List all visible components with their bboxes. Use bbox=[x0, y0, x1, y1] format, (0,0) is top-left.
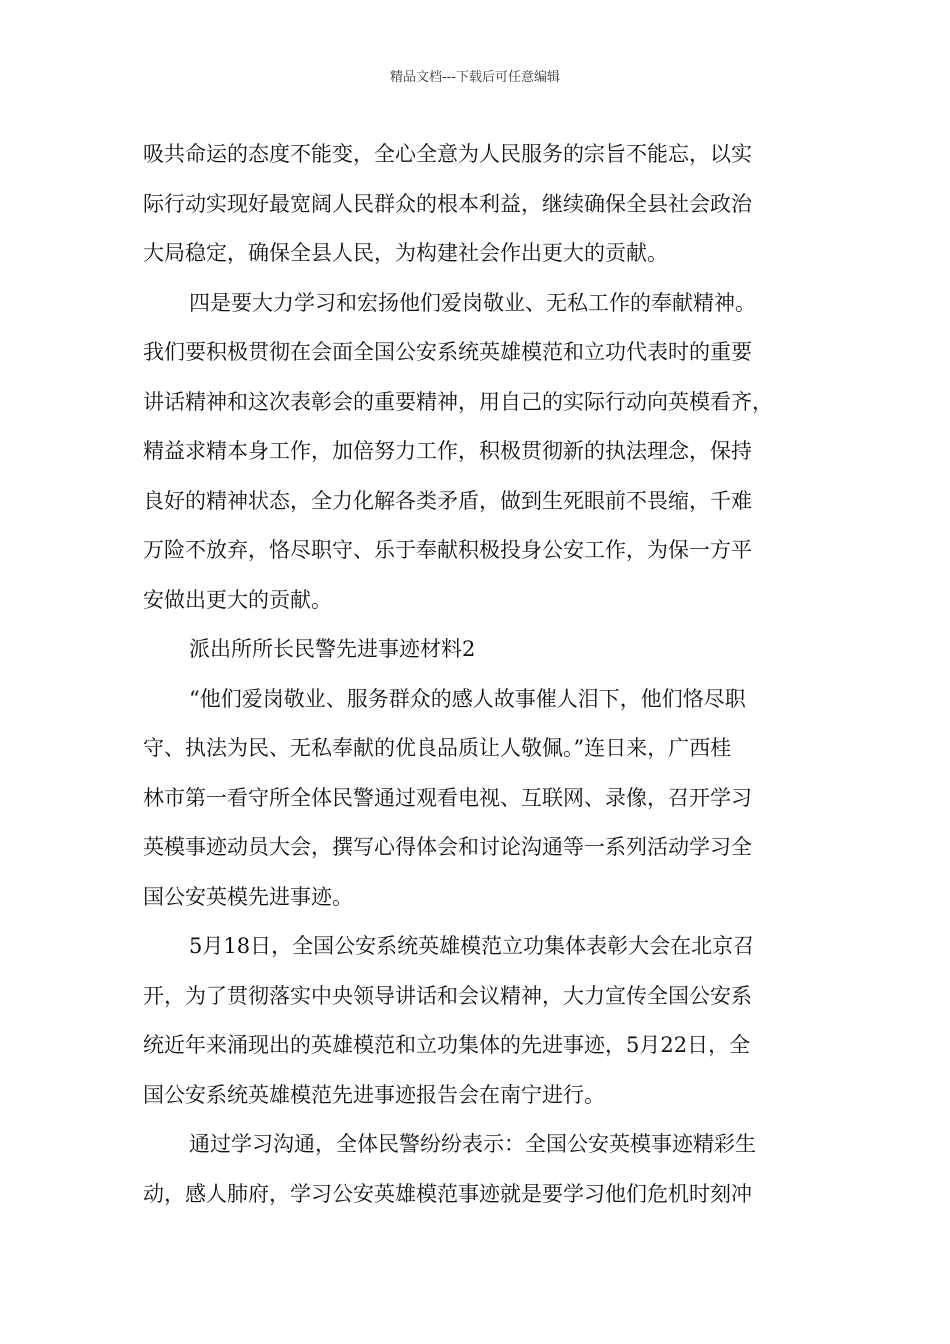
text-line: 统近年来涌现出的英雄模范和立功集体的先进事迹，5月22日，全 bbox=[143, 1033, 751, 1057]
text-line: 万险不放弃，恪尽职守、乐于奉献积极投身公安工作，为保一方平 bbox=[143, 538, 752, 562]
text-line: 守、执法为民、无私奉献的优良品质让人敬佩。”连日来，广西桂 bbox=[143, 736, 732, 760]
text-line: 林市第一看守所全体民警通过观看电视、互联网、录像，召开学习 bbox=[143, 785, 752, 810]
text-line: 四是要大力学习和宏扬他们爱岗敬业、无私工作的奉献精神。 bbox=[189, 290, 756, 315]
text-line: “他们爱岗敬业、服务群众的感人故事催人泪下，他们恪尽职 bbox=[189, 686, 746, 711]
text-line: 精益求精本身工作，加倍努力工作，积极贯彻新的执法理念，保持 bbox=[143, 439, 752, 463]
text-line: 国公安系统英雄模范先进事迹报告会在南宁进行。 bbox=[143, 1082, 605, 1107]
text-line: 英模事迹动员大会，撰写心得体会和讨论沟通等一系列活动学习全 bbox=[143, 835, 752, 859]
text-line: 5月18日，全国公安系统英雄模范立功集体表彰大会在北京召 bbox=[189, 934, 755, 958]
text-line: 通过学习沟通，全体民警纷纷表示：全国公安英模事迹精彩生 bbox=[189, 1132, 756, 1156]
document-body bbox=[143, 130, 833, 1219]
text-line: 良好的精神状态，全力化解各类矛盾，做到生死眼前不畏缩，千难 bbox=[143, 488, 752, 513]
text-line: 大局稳定，确保全县人民，为构建社会作出更大的贡献。 bbox=[143, 241, 668, 265]
text-line: 我们要积极贯彻在会面全国公安系统英雄模范和立功代表时的重要 bbox=[143, 340, 752, 364]
page-header: 精品文档---下载后可任意编辑 bbox=[389, 70, 561, 85]
text-line: 吸共命运的态度不能变，全心全意为人民服务的宗旨不能忘，以实 bbox=[143, 142, 752, 166]
text-line: 安做出更大的贡献。 bbox=[143, 587, 332, 612]
text-line: 派出所所长民警先进事迹材料2 bbox=[189, 637, 476, 661]
text-line: 动，感人肺府，学习公安英雄模范事迹就是要学习他们危机时刻冲 bbox=[143, 1181, 752, 1206]
text-line: 讲话精神和这次表彰会的重要精神，用自己的实际行动向英模看齐， bbox=[143, 389, 773, 414]
text-line: 开，为了贯彻落实中央领导讲话和会议精神，大力宣传全国公安系 bbox=[143, 983, 752, 1008]
text-line: 际行动实现好最宽阔人民群众的根本利益，继续确保全县社会政治 bbox=[143, 191, 752, 216]
text-line: 国公安英模先进事迹。 bbox=[143, 884, 353, 909]
